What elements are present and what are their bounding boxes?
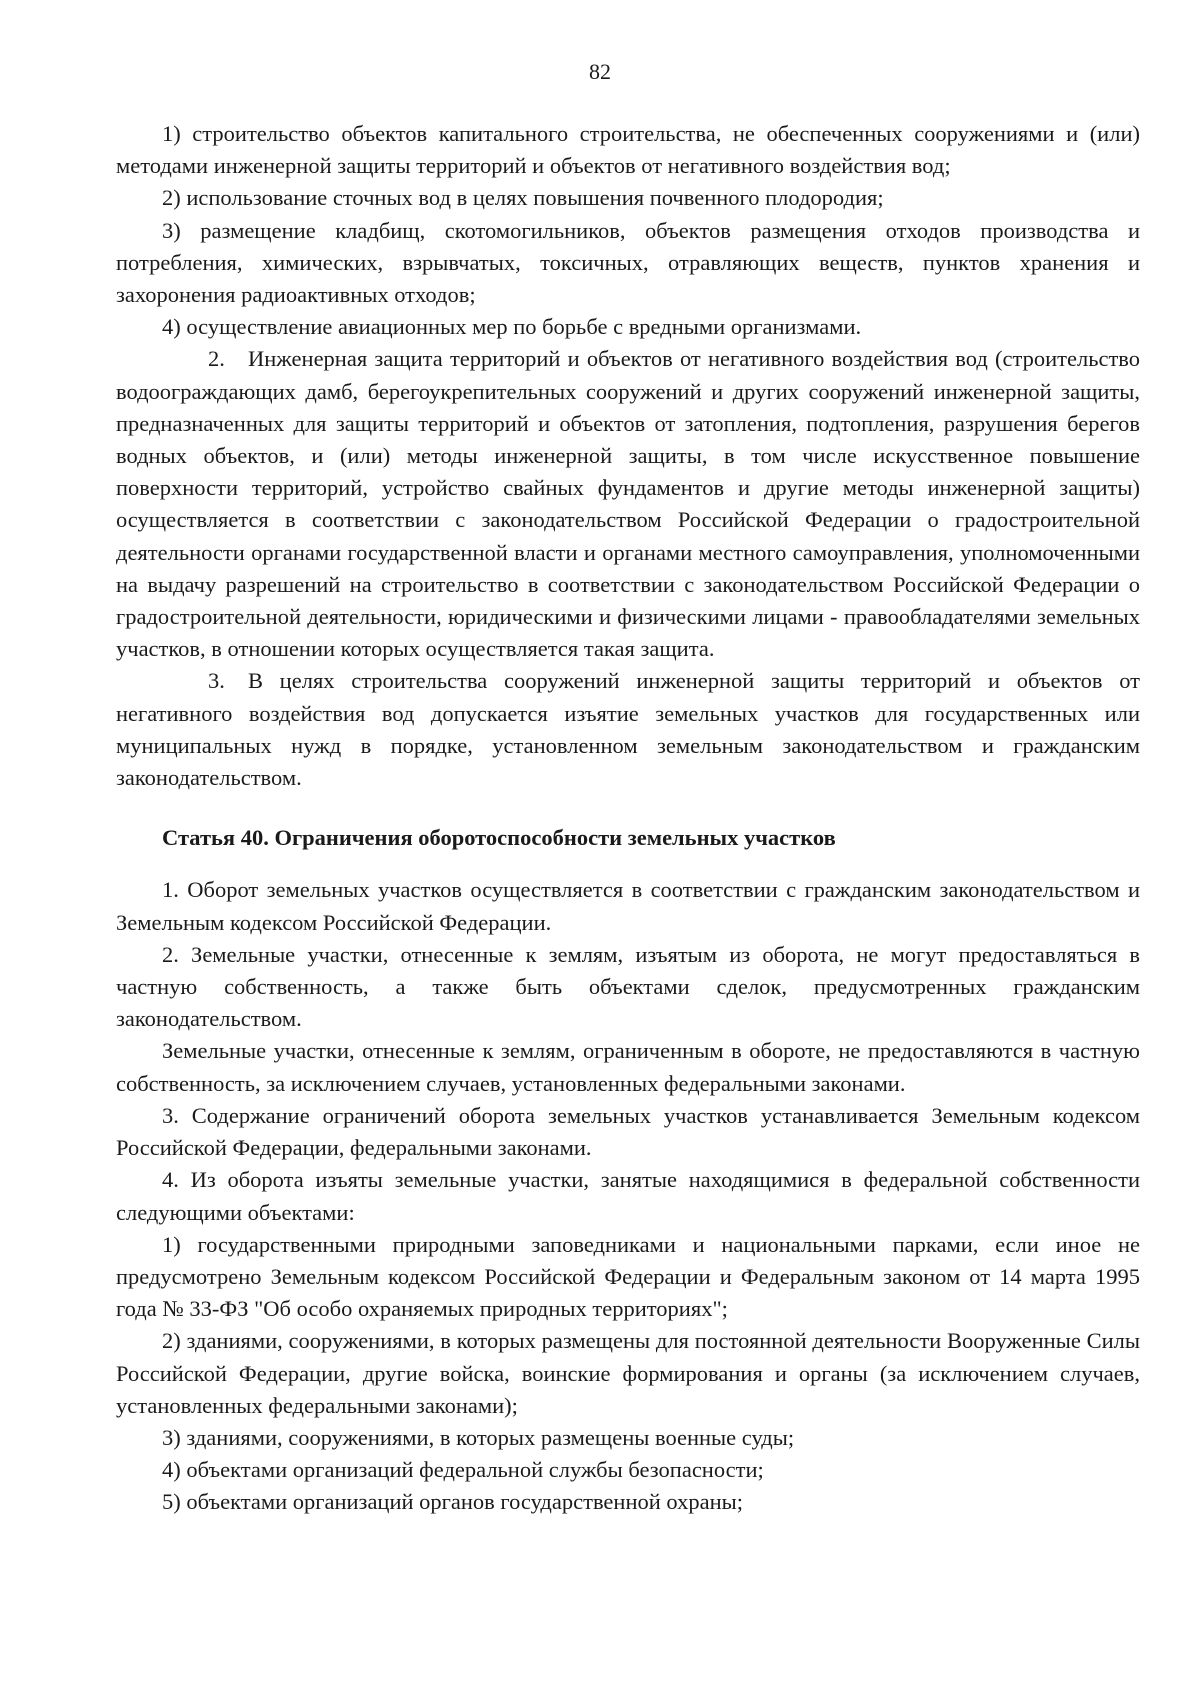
paragraph-item-2: [116, 343, 1140, 665]
item-text: В целях строительства сооружений инженерной защиты территорий и объектов от негативного воздействия вод допускается изъятие земельных участков для государственных или муниципальных нужд в порядке, установленном земельным законодательством и гражданским законодательством.: [116, 668, 1140, 791]
paragraph: 2) использование сточных вод в целях повышения почвенного плодородия;: [162, 185, 884, 211]
paragraph: 3. Содержание ограничений оборота земельных участков устанавливается Земельным кодексом Российской Федерации, федеральными законами.: [116, 1102, 1140, 1161]
document-body: [116, 118, 1140, 1519]
paragraph: 1) строительство объектов капитального строительства, не обеспеченных сооружениями и (или) методами инженерной защиты территорий и объектов от негативного воздействия вод;: [116, 121, 1140, 179]
paragraph: 4) осуществление авиационных мер по борьбе с вредными организмами.: [162, 314, 862, 340]
spacer: [116, 794, 1140, 822]
spacer: [116, 854, 1140, 874]
paragraph: Земельные участки, отнесенные к землям, ограниченным в обороте, не предоставляются в частную собственность, за исключением случаев, установленных федеральными законами.: [116, 1038, 1140, 1096]
paragraph: 3) зданиями, сооружениями, в которых размещены военные суды;: [162, 1424, 795, 1450]
article-heading: Статья 40. Ограничения оборотоспособности земельных участков: [162, 825, 836, 851]
paragraph: 2. Земельные участки, отнесенные к землям, изъятым из оборота, не могут предоставляться в частную собственность, а также быть объектами сделок, предусмотренных гражданским законодательством.: [116, 941, 1140, 1032]
paragraph: 3) размещение кладбищ, скотомогильников, объектов размещения отходов производства и потребления, химических, взрывчатых, токсичных, отравляющих веществ, пунктов хранения и захоронения радиоактивных отходов;: [116, 217, 1140, 308]
item-number: 3.: [208, 668, 225, 694]
item-number: 2.: [208, 346, 225, 372]
paragraph: 1) государственными природными заповедниками и национальными парками, если иное не предусмотрено Земельным кодексом Российской Федерации и Федеральным законом от 14 марта 1995 года № 33-ФЗ "Об особо охраняемых природных территориях";: [116, 1231, 1140, 1322]
item-text: Инженерная защита территорий и объектов от негативного воздействия вод (строительство водоограждающих дамб, берегоукрепительных сооружений и других сооружений инженерной защиты, предназначенных для защиты территорий и объектов от затопления, подтопления, разрушения берегов водных объектов, и (или) методы инженерной защиты, в том числе искусственное повышение поверхности территорий, устройство свайных фундаментов и другие методы инженерной защиты) осуществляется в соответствии с законодательством Российской Федерации о градостроительной деятельности органами государственной власти и органами местного самоуправления, уполномоченными на выдачу разрешений на строительство в соответствии с законодательством Российской Федерации о градостроительной деятельности, юридическими и физическими лицами - правообладателями земельных участков, в отношении которых осуществляется такая защита.: [116, 346, 1140, 662]
paragraph-item-3: [116, 665, 1140, 794]
paragraph: 1. Оборот земельных участков осуществляется в соответствии с гражданским законодательством и Земельным кодексом Российской Федерации.: [116, 877, 1140, 935]
paragraph: 2) зданиями, сооружениями, в которых размещены для постоянной деятельности Вооруженные Силы Российской Федерации, другие войска, воинские формирования и органы (за исключением случаев, установленных федеральными законами);: [116, 1328, 1140, 1418]
paragraph: 4) объектами организаций федеральной службы безопасности;: [162, 1457, 764, 1483]
paragraph: 5) объектами организаций органов государственной охраны;: [162, 1489, 744, 1515]
paragraph: 4. Из оборота изъяты земельные участки, занятые находящимися в федеральной собственности следующими объектами:: [116, 1167, 1140, 1225]
page-number: 82: [589, 59, 611, 84]
